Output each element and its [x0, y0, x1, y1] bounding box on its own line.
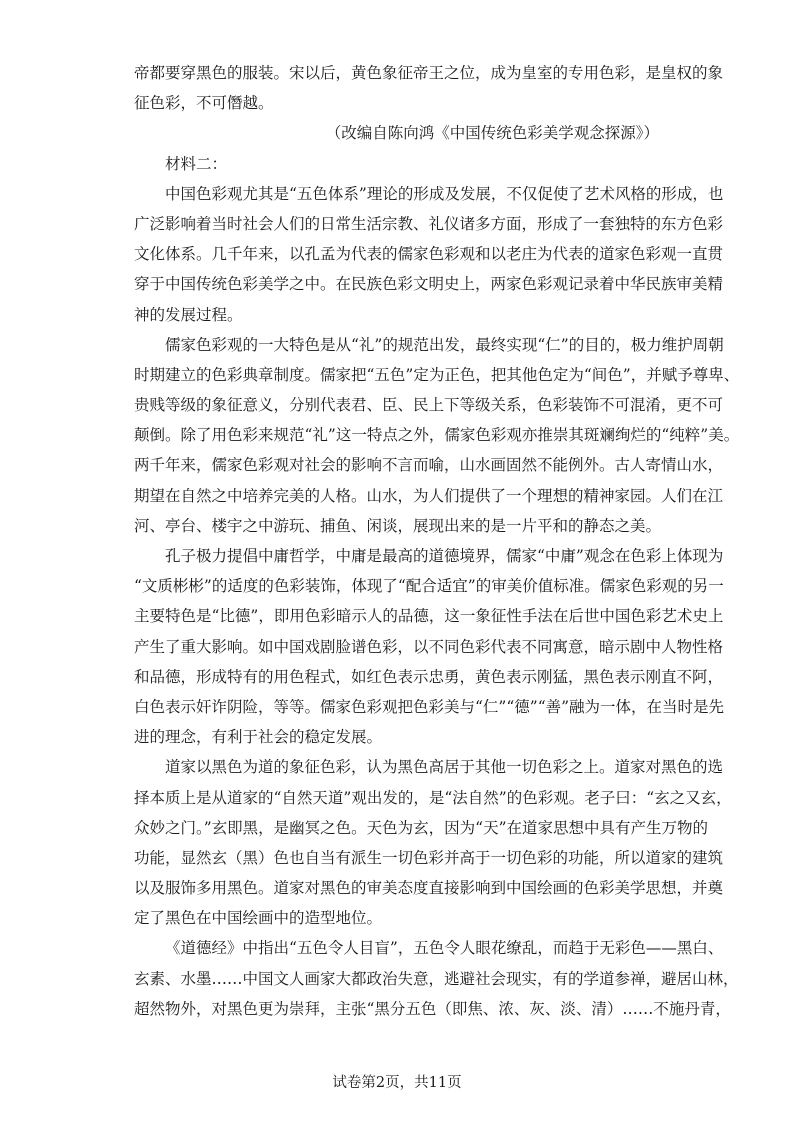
article-body — [134, 58, 740, 1024]
text-line: 进的理念，有利于社会的稳定发展。 — [134, 728, 383, 747]
text-line: 主要特色是“比德”，即用色彩暗示人的品德，这一象征性手法在后世中国色彩艺术史上 — [134, 607, 724, 626]
text-line: 中国色彩观尤其是“五色体系”理论的形成及发展，不仅促使了艺术风格的形成，也 — [165, 184, 724, 203]
text-line: 广泛影响着当时社会人们的日常生活宗教、礼仪诸多方面，形成了一套独特的东方色彩 — [134, 214, 724, 233]
text-line: 定了黑色在中国绘画中的造型地位。 — [134, 909, 383, 928]
text-line: 《道德经》中指出“五色令人目盲”，五色令人眼花缭乱，而趋于无彩色——黑白、 — [165, 939, 724, 958]
text-line: 产生了重大影响。如中国戏剧脸谱色彩，以不同色彩代表不同寓意，暗示剧中人物性格 — [134, 637, 724, 656]
text-line: 神的发展过程。 — [134, 305, 243, 324]
text-line: 道家以黑色为道的象征色彩，认为黑色高居于其他一切色彩之上。道家对黑色的选 — [165, 758, 724, 777]
page-footer: 试卷第2页，共11页 — [332, 1075, 462, 1091]
text-line: 穿于中国传统色彩美学之中。在民族色彩文明史上，两家色彩观记录着中华民族审美精 — [134, 275, 724, 294]
text-line: 超然物外，对黑色更为崇拜，主张“黑分五色（即焦、浓、灰、淡、清）……不施丹青， — [134, 999, 731, 1018]
text-line: 文化体系。几千年来，以孔孟为代表的儒家色彩观和以老庄为代表的道家色彩观一直贯 — [134, 245, 724, 264]
text-line: 贵贱等级的象征意义，分别代表君、臣、民上下等级关系，色彩装饰不可混淆，更不可 — [134, 396, 724, 415]
text-line: 白色表示奸诈阴险，等等。儒家色彩观把色彩美与“仁”“德”“善”融为一体，在当时是先 — [134, 697, 725, 716]
text-line: 以及服饰多用黑色。道家对黑色的审美态度直接影响到中国绘画的色彩美学思想，并奠 — [134, 879, 724, 898]
text-line: 孔子极力提倡中庸哲学，中庸是最高的道德境界，儒家“中庸”观念在色彩上体现为 — [165, 547, 724, 565]
text-line: 帝都要穿黑色的服装。宋以后，黄色象征帝王之位，成为皇室的专用色彩，是皇权的象 — [134, 64, 724, 82]
text-line: 和品德，形成特有的用色程式，如红色表示忠勇，黄色表示刚猛，黑色表示刚直不阿， — [134, 667, 724, 686]
text-line: 儒家色彩观的一大特色是从“礼”的规范出发，最终实现“仁”的目的，极力维护周朝 — [165, 335, 724, 354]
text-line: 河、亭台、楼宇之中游玩、捕鱼、闲谈，展现出来的是一片平和的静态之美。 — [134, 516, 662, 535]
section-heading: 材料二： — [165, 154, 228, 173]
text-line: 期望在自然之中培养完美的人格。山水，为人们提供了一个理想的精神家园。人们在江 — [134, 486, 724, 505]
text-line: 择本质上是从道家的“自然天道”观出发的，是“法自然”的色彩观。老子曰：“玄之又玄， — [134, 788, 732, 807]
text-line: 功能，显然玄（黑）色也自当有派生一切色彩并高于一切色彩的功能，所以道家的建筑 — [134, 848, 724, 867]
text-line: 时期建立的色彩典章制度。儒家把“五色”定为正色，把其他色定为“间色”，并赋予尊卑、 — [134, 365, 740, 384]
text-line: 颠倒。除了用色彩来规范“礼”这一特点之外，儒家色彩观亦推崇其斑斓绚烂的“纯粹”美。 — [134, 426, 740, 445]
text-line: 玄素、水墨……中国文人画家大都政治失意，逃避社会现实，有的学道参禅，避居山林， — [134, 969, 739, 988]
text-line: 众妙之门。”玄即黑，是幽冥之色。天色为玄，因为“天”在道家思想中具有产生万物的 — [134, 818, 709, 837]
text-line: 两千年来，儒家色彩观对社会的影响不言而喻，山水画固然不能例外。古人寄情山水， — [134, 456, 724, 475]
source-citation: （改编自陈向鸿《中国传统色彩美学观念探源》） — [325, 124, 659, 143]
text-line: 征色彩，不可僭越。 — [134, 94, 274, 113]
text-line: “文质彬彬”的适度的色彩装饰，体现了“配合适宜”的审美价值标准。儒家色彩观的另一 — [134, 577, 724, 596]
